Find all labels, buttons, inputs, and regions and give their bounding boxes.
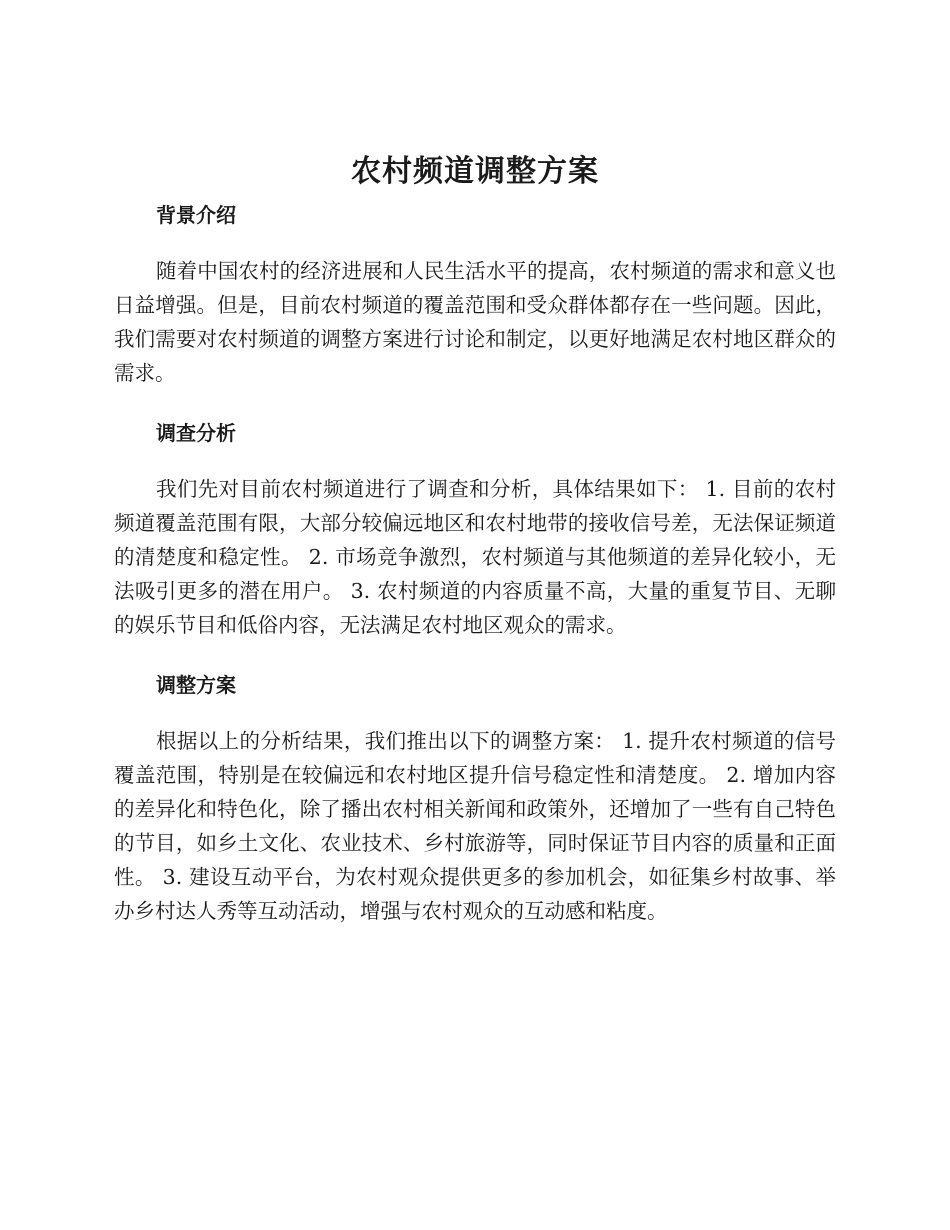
section-heading: 调查分析 [156, 421, 236, 445]
section-paragraph: 随着中国农村的经济进展和人民生活水平的提高，农村频道的需求和意义也日益增强。但是，目前农村频道的覆盖范围和受众群体都存在一些问题。因此，我们需要对农村频道的调整方案进行讨论和制定，以更好地满足农村地区群众的需求。 [114, 259, 836, 385]
document-page [114, 150, 836, 956]
document-title: 农村频道调整方案 [351, 154, 599, 189]
section-analysis [114, 418, 836, 642]
section-paragraph: 我们先对目前农村频道进行了调查和分析，具体结果如下： 1. 目前的农村频道覆盖范围有限，大部分较偏远地区和农村地带的接收信号差，无法保证频道的清楚度和稳定性。 2. 市场竞争激烈，农村频道与其他频道的差异化较小，无法吸引更多的潜在用户。 3. 农村频道的内容质量不高，大量的重复节目、无聊的娱乐节目和低俗内容，无法满足农村地区观众的需求。 [114, 477, 836, 637]
section-background [114, 200, 836, 390]
section-heading: 调整方案 [156, 673, 236, 697]
section-paragraph: 根据以上的分析结果，我们推出以下的调整方案： 1. 提升农村频道的信号覆盖范围，特别是在较偏远和农村地区提升信号稳定性和清楚度。 2. 增加内容的差异化和特色化，除了播出农村相关新闻和政策外，还增加了一些有自己特色的节目，如乡土文化、农业技术、乡村旅游等，同时保证节目内容的质量和正面性。 3. 建设互动平台，为农村观众提供更多的参加机会，如征集乡村故事、举办乡村达人秀等互动活动，增强与农村观众的互动感和粘度。 [114, 729, 836, 923]
section-heading: 背景介绍 [156, 203, 236, 227]
section-plan [114, 670, 836, 928]
